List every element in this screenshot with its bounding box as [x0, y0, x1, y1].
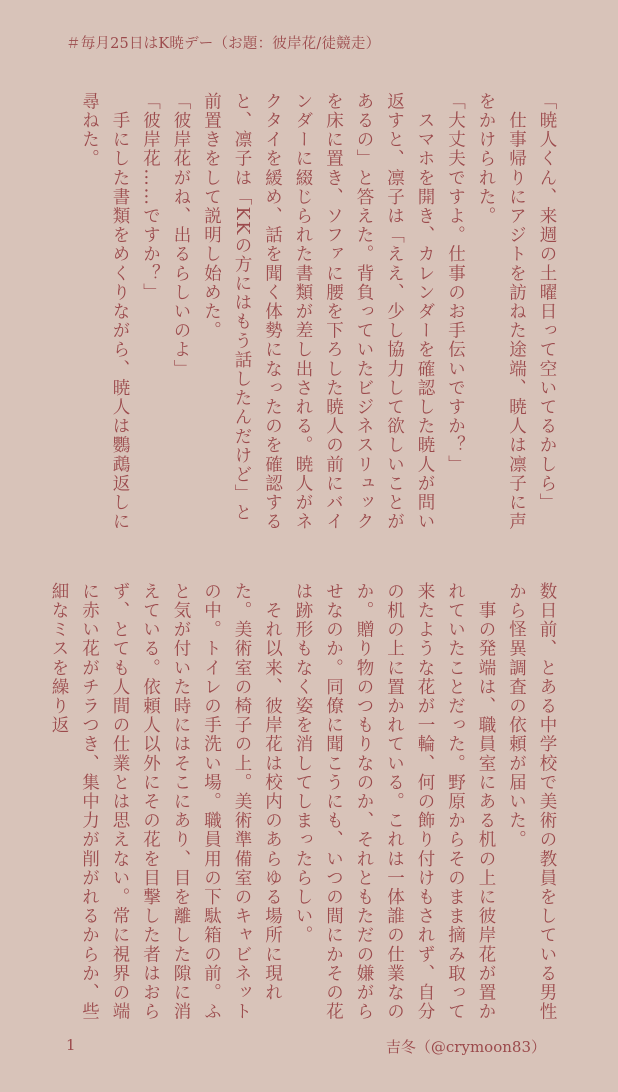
story-section-upper: 「暁人くん、来週の土曜日って空いてるかしら」 仕事帰りにアジトを訪ねた途端、暁人は凛子に声をかけられた。 「大丈夫ですよ。仕事のお手伝いですか？」 スマホを開き、カレンダーを確認した暁人が問い返すと、凛子は「ええ、少し協力して欲しいことがあるの」と答えた。背負っていたビジネスリュックを床に置き、ソファに腰を下ろした暁人の前にバインダーに綴じられた書類が差し出される。暁人がネクタイを緩め、話を聞く体勢になったのを確認すると、凛子は「KKの方にはもう話したんだけど」と前置きをして説明し始めた。 「彼岸花がね、出るらしいのよ」 「彼岸花……ですか？」 手にした書類をめくりながら、暁人は鸚鵡返しに尋ねた。 [79, 92, 557, 532]
page-header-title: ＃毎月25日はK暁デー（お題：彼岸花/徒競走） [66, 36, 381, 52]
page-number: 1 [66, 1036, 76, 1054]
author-credit: 吉冬（@crymoon83） [385, 1038, 546, 1056]
story-section-lower: 数日前、とある中学校で美術の教員をしている男性から怪異調査の依頼が届いた。 事の発端は、職員室にある机の上に彼岸花が置かれていたことだった。野原からそのまま摘み取って来たような花が一輪、何の飾り付けもされず、自分の机の上に置かれている。これは一体誰の仕業なのか。贈り物のつもりなのか、それともただの嫌がらせなのか。同僚に聞こうにも、いつの間にかその花は跡形もなく姿を消してしまったらしい。 それ以来、彼岸花は校内のあらゆる場所に現れた。美術室の椅子の上。美術準備室のキャビネットの中。トイレの手洗い場。職員用の下駄箱の前。ふと気が付いた時にはそこにあり、目を離した隙に消えている。依頼人以外にその花を目撃した者はおらず、とても人間の仕業とは思えない。常に視界の端に赤い花がチラつき、集中力が削がれるからか、些細なミスを繰り返 [49, 582, 557, 1022]
